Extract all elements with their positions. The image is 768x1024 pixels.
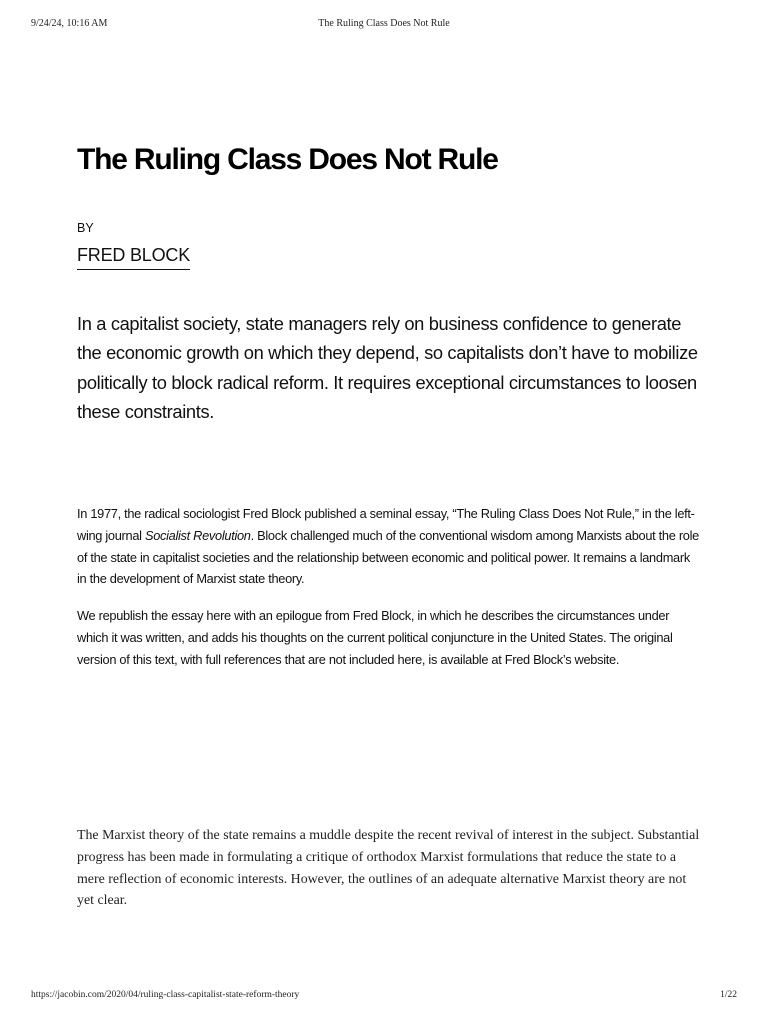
intro-paragraph-1 bbox=[77, 503, 702, 590]
print-footer bbox=[31, 990, 737, 1004]
intro-paragraph-1-end: . Block challenged much of the conventional wisdom among Marxists about the role of the state in capitalist societies and the relationship between economic and political power. It remains a landmark in the development of Marxist state theory. bbox=[77, 527, 699, 587]
article-dek: In a capitalist society, state managers rely on business confidence to generate the economic growth on which they depend, so capitalists don’t have to mobilize politically to block radical reform. It requires exceptional circumstances to loosen these constraints. bbox=[77, 313, 698, 422]
author-link[interactable]: FRED BLOCK bbox=[77, 243, 190, 270]
byline-label: BY bbox=[77, 221, 94, 235]
intro-paragraph-2: We republish the essay here with an epilogue from Fred Block, in which he describes the circumstances under which it was written, and adds his thoughts on the current political conjuncture in the United States. The original version of this text, with full references that are not included here, is available at Fred Block’s website. bbox=[77, 608, 673, 667]
print-url: https://jacobin.com/2020/04/ruling-class-capitalist-state-reform-theory bbox=[31, 990, 300, 1000]
print-doc-title: The Ruling Class Does Not Rule bbox=[318, 18, 450, 29]
article-headline: The Ruling Class Does Not Rule bbox=[77, 143, 498, 176]
page-number: 1/22 bbox=[720, 990, 737, 1000]
intro-paragraph-1-start: In 1977, the radical sociologist Fred Block published a seminal essay, “The Ruling Class Does Not Rule,” in the left-wing journal bbox=[77, 506, 695, 543]
body-paragraph-1: The Marxist theory of the state remains a muddle despite the recent revival of interest in the subject. Substantial progress has been made in formulating a critique of orthodox Marxist formulations that reduce the state to a mere reflection of economic interests. However, the outlines of an adequate alternative Marxist theory are not yet clear. bbox=[77, 828, 700, 909]
print-datetime: 9/24/24, 10:16 AM bbox=[31, 18, 108, 29]
print-header bbox=[31, 18, 737, 32]
journal-name: Socialist Revolution bbox=[144, 527, 251, 543]
intro-section bbox=[77, 503, 702, 686]
